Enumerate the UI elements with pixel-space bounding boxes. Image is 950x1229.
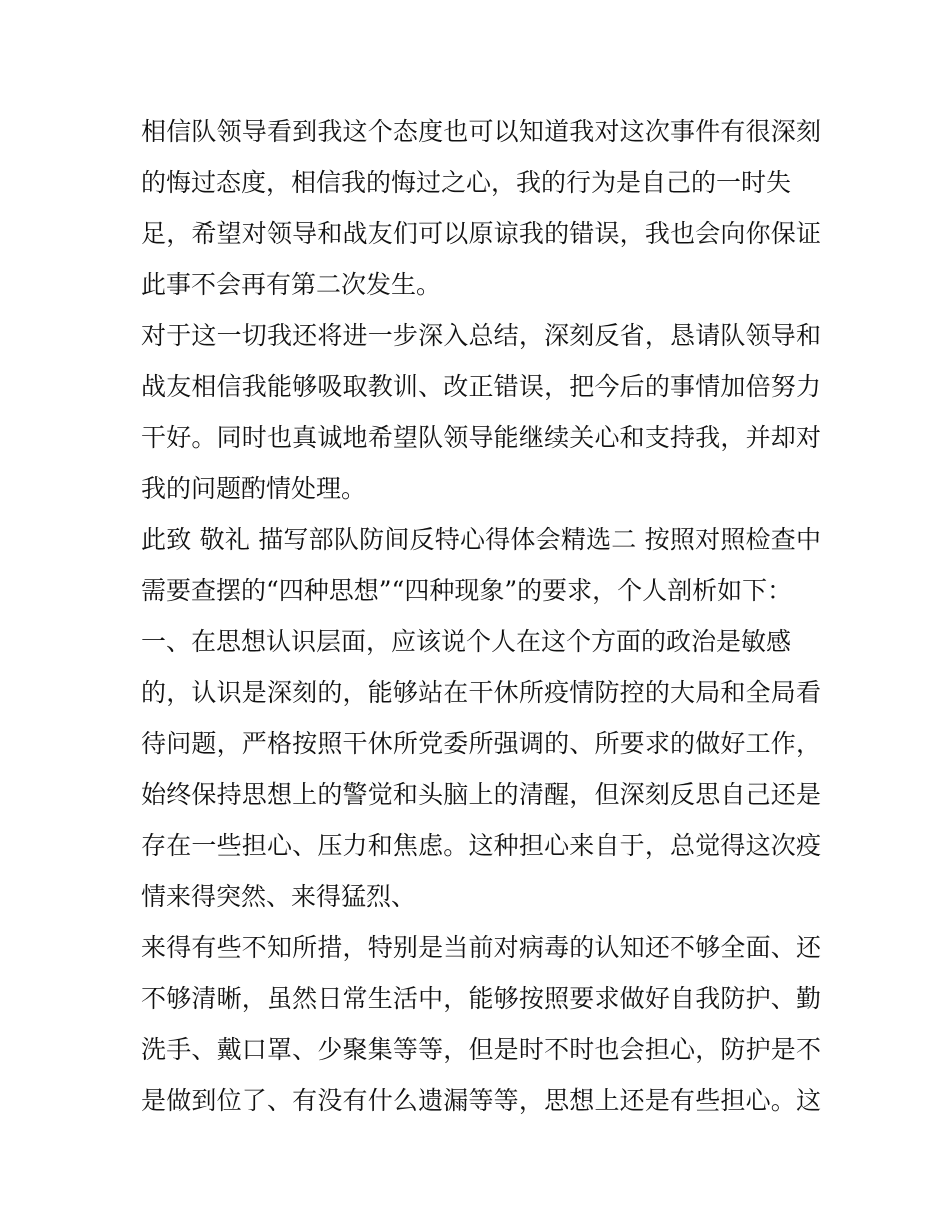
text-line: 的，认识是深刻的，能够站在干休所疫情防控的大局和全局看 (141, 678, 821, 707)
text-line: 存在一些担心、压力和焦虑。这种担心来自于，总觉得这次疫 (141, 831, 821, 860)
document-body (141, 106, 821, 1126)
text-line: 待问题，严格按照干休所党委所强调的、所要求的做好工作， (141, 729, 821, 758)
text-line: 是做到位了、有没有什么遗漏等等，思想上还是有些担心。这 (141, 1086, 821, 1115)
text-line: 洗手、戴口罩、少聚集等等，但是时不时也会担心，防护是不 (141, 1035, 821, 1064)
text-line: 足，希望对领导和战友们可以原谅我的错误，我也会向你保证 (141, 219, 821, 248)
text-line: 此事不会再有第二次发生。 (141, 270, 442, 299)
text-line: 我的问题酌情处理。 (141, 474, 367, 503)
text-line: 此致 敬礼 描写部队防间反特心得体会精选二 按照对照检查中 (141, 525, 821, 554)
text-line: 的悔过态度，相信我的悔过之心，我的行为是自己的一时失 (141, 168, 792, 197)
text-line: 情来得突然、来得猛烈、 (141, 882, 417, 911)
text-line: 需要查摆的“四种思想”“四种现象”的要求，个人剖析如下： (141, 576, 793, 605)
text-line: 相信队领导看到我这个态度也可以知道我对这次事件有很深刻 (141, 117, 821, 146)
text-line: 不够清晰，虽然日常生活中，能够按照要求做好自我防护、勤 (141, 984, 821, 1013)
text-line: 一、在思想认识层面，应该说个人在这个方面的政治是敏感 (141, 627, 792, 656)
text-line: 对于这一切我还将进一步深入总结，深刻反省，恳请队领导和 (141, 321, 821, 350)
text-line: 始终保持思想上的警觉和头脑上的清醒，但深刻反思自己还是 (141, 780, 821, 809)
text-line: 来得有些不知所措，特别是当前对病毒的认知还不够全面、还 (141, 933, 821, 962)
text-line: 干好。同时也真诚地希望队领导能继续关心和支持我，并却对 (141, 423, 821, 452)
text-line: 战友相信我能够吸取教训、改正错误，把今后的事情加倍努力 (141, 372, 821, 401)
